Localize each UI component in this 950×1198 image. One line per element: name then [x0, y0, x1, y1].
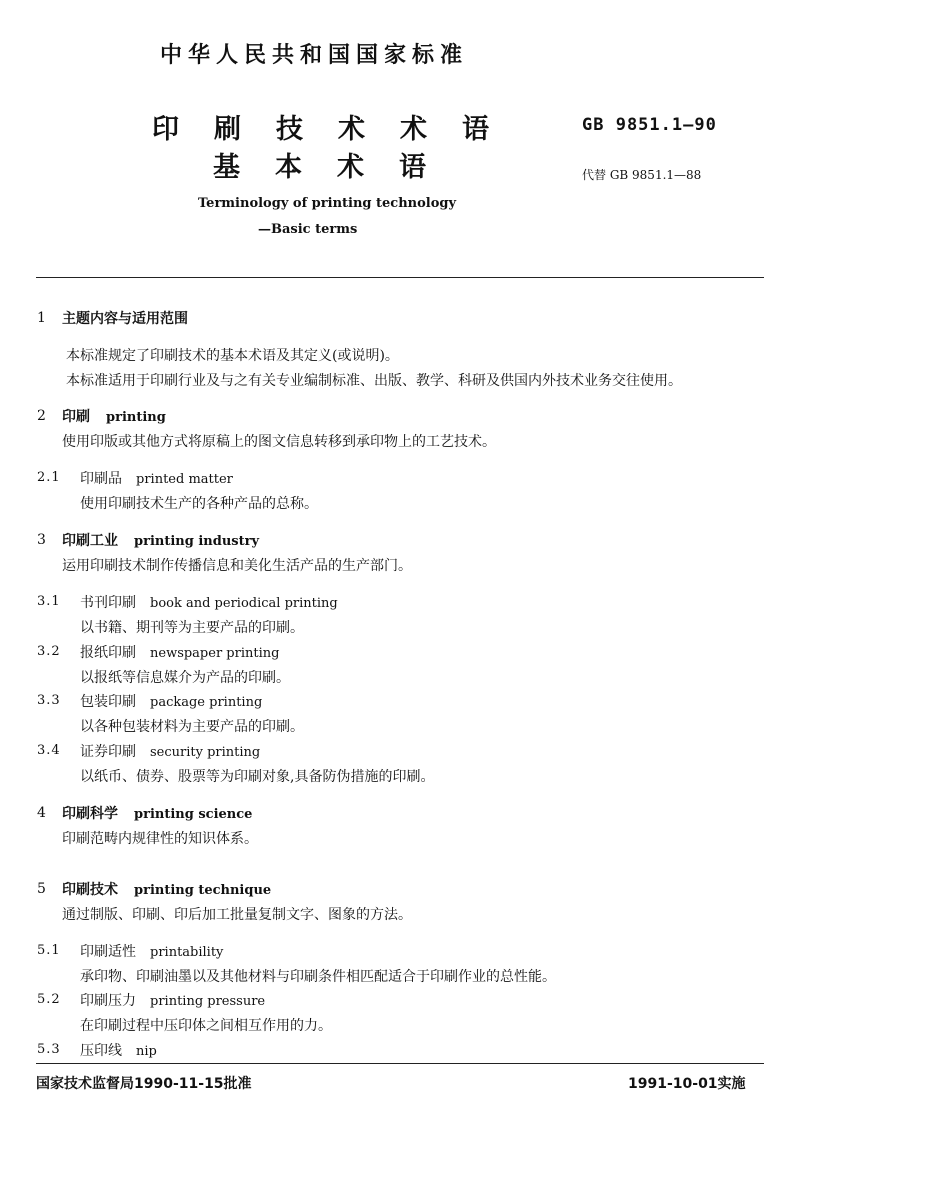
term-en: newspaper printing	[150, 646, 280, 661]
national-standard-label: 中华人民共和国国家标准	[160, 43, 469, 68]
term-definition: 以各种包装材料为主要产品的印刷。	[80, 719, 304, 735]
replaces-standard: 代替 GB 9851.1—88	[582, 168, 702, 182]
term-zh: 印刷科学	[62, 806, 118, 822]
term-zh: 印刷品	[80, 471, 122, 487]
term-zh: 书刊印刷	[80, 595, 136, 611]
term-zh: 报纸印刷	[80, 645, 136, 661]
subsection-number: 3.1	[37, 594, 61, 609]
section-paragraph: 本标准规定了印刷技术的基本术语及其定义(或说明)。	[66, 348, 399, 364]
standard-number: GB 9851.1—90	[582, 115, 717, 135]
english-title-line1: Terminology of printing technology	[198, 196, 457, 211]
term-en: printing pressure	[150, 994, 266, 1009]
term-heading	[62, 406, 166, 426]
header-divider	[36, 277, 764, 278]
subsection-number: 3.2	[37, 644, 61, 659]
term-definition: 以报纸等信息媒介为产品的印刷。	[80, 670, 290, 686]
subsection-number: 2.1	[37, 470, 61, 485]
term-heading	[80, 691, 262, 711]
document-title-line2: 基本术语	[213, 152, 461, 183]
english-title-line2: —Basic terms	[258, 222, 358, 237]
effective-date: 1991-10-01实施	[628, 1076, 746, 1092]
section-number: 5	[37, 881, 46, 897]
term-zh: 印刷技术	[62, 882, 118, 898]
term-zh: 压印线	[80, 1043, 122, 1059]
term-heading	[62, 879, 271, 899]
term-en: package printing	[150, 695, 263, 710]
term-definition: 使用印版或其他方式将原稿上的图文信息转移到承印物上的工艺技术。	[62, 434, 496, 450]
term-heading	[80, 468, 233, 488]
term-heading	[62, 530, 259, 550]
term-heading	[80, 1040, 157, 1060]
term-definition: 在印刷过程中压印体之间相互作用的力。	[80, 1018, 332, 1034]
term-en: printing technique	[134, 883, 272, 898]
term-definition: 运用印刷技术制作传播信息和美化生活产品的生产部门。	[62, 558, 412, 574]
term-en: security printing	[150, 745, 261, 760]
term-zh: 印刷工业	[62, 533, 118, 549]
subsection-number: 3.3	[37, 693, 61, 708]
footer-divider	[36, 1063, 764, 1064]
term-en: printing science	[134, 807, 253, 822]
term-heading	[80, 741, 260, 761]
term-definition: 印刷范畴内规律性的知识体系。	[62, 831, 258, 847]
term-definition: 使用印刷技术生产的各种产品的总称。	[80, 496, 318, 512]
term-en: nip	[136, 1044, 157, 1059]
term-zh: 印刷压力	[80, 993, 136, 1009]
term-zh: 印刷适性	[80, 944, 136, 960]
term-definition: 以书籍、期刊等为主要产品的印刷。	[80, 620, 304, 636]
approval-date: 国家技术监督局1990-11-15批准	[36, 1076, 252, 1092]
term-zh: 印刷	[62, 409, 90, 425]
term-heading	[80, 592, 338, 612]
document-title-line1: 印刷技术术语	[152, 114, 524, 145]
term-heading	[62, 803, 252, 823]
term-heading	[80, 990, 265, 1010]
term-zh: 包装印刷	[80, 694, 136, 710]
term-en: book and periodical printing	[150, 596, 338, 611]
subsection-number: 5.2	[37, 992, 61, 1007]
term-definition: 以纸币、债券、股票等为印刷对象,具备防伪措施的印刷。	[80, 769, 435, 785]
term-definition: 承印物、印刷油墨以及其他材料与印刷条件相匹配适合于印刷作业的总性能。	[80, 969, 556, 985]
term-heading	[80, 941, 223, 961]
section-paragraph: 本标准适用于印刷行业及与之有关专业编制标准、出版、教学、科研及供国内外技术业务交往使用。	[66, 373, 682, 389]
subsection-number: 5.3	[37, 1042, 61, 1057]
section-title: 主题内容与适用范围	[62, 311, 188, 327]
section-number: 4	[37, 805, 46, 821]
subsection-number: 5.1	[37, 943, 61, 958]
term-heading	[80, 642, 279, 662]
term-zh: 证券印刷	[80, 744, 136, 760]
term-en: printability	[150, 945, 224, 960]
subsection-number: 3.4	[37, 743, 61, 758]
term-en: printing industry	[134, 534, 259, 549]
section-number: 1	[37, 310, 46, 326]
term-en: printing	[106, 410, 166, 425]
term-definition: 通过制版、印刷、印后加工批量复制文字、图象的方法。	[62, 907, 412, 923]
section-number: 2	[37, 408, 46, 424]
section-number: 3	[37, 532, 46, 548]
term-en: printed matter	[136, 472, 233, 487]
